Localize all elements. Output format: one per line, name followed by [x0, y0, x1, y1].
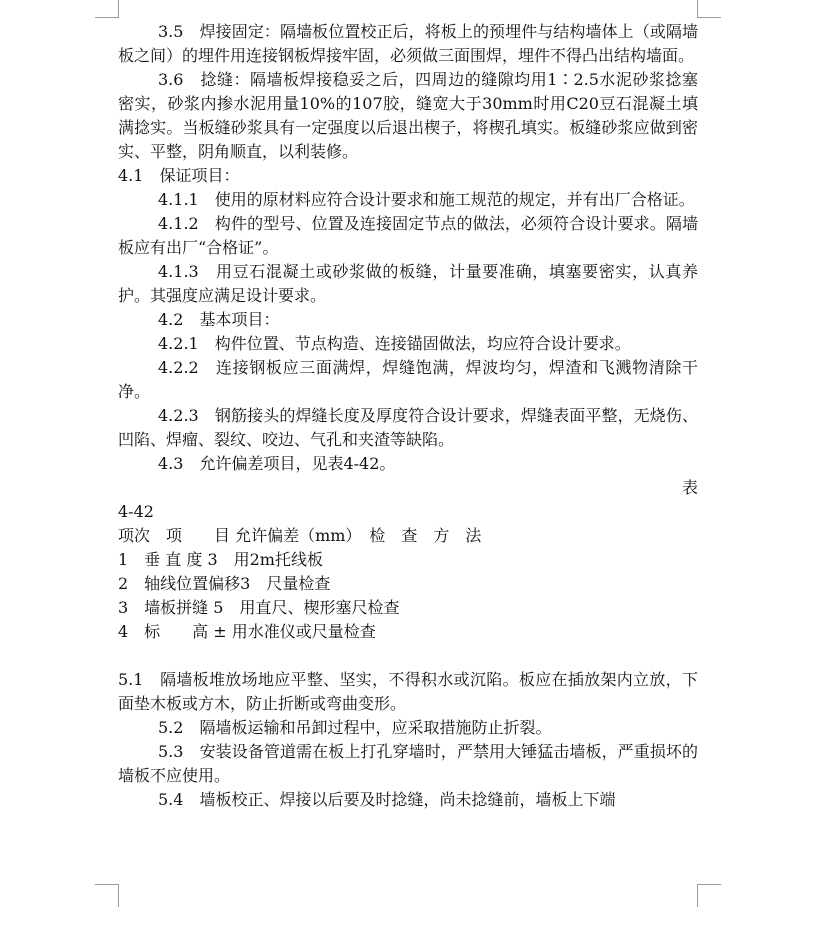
table-header-row: 项次 项 目 允许偏差（mm） 检 查 方 法: [118, 526, 482, 545]
crop-mark-bottom-left: [95, 884, 119, 907]
heading-4-2: 4.2 基本项目：: [158, 310, 280, 329]
table-row: 2 轴线位置偏移3 尺量检查: [118, 574, 331, 593]
paragraph-5-4: 5.4 墙板校正、焊接以后要及时捻缝，尚未捻缝前，墙板上下端: [158, 790, 616, 809]
table-caption-prefix: 表: [681, 478, 698, 497]
blank-line: [118, 644, 698, 668]
paragraph-4-1-3: 4.1.3 用豆石混凝土或砂浆做的板缝，计量要准确，填塞要密实，认真养护。其强度应满足设计要求。: [118, 262, 698, 305]
paragraph-5-2: 5.2 隔墙板运输和吊卸过程中，应采取措施防止折裂。: [158, 718, 552, 737]
table-row: 4 标 高 ± 用水准仪或尺量检查: [118, 622, 376, 641]
paragraph-4-2-3: 4.2.3 钢筋接头的焊缝长度及厚度符合设计要求，焊缝表面平整，无烧伤、凹陷、焊瘤、裂纹、咬边、气孔和夹渣等缺陷。: [118, 406, 698, 449]
heading-4-1: 4.1 保证项目：: [118, 166, 240, 185]
paragraph-4-2-2: 4.2.2 连接钢板应三面满焊，焊缝饱满，焊波均匀，焊渣和飞溅物清除干净。: [118, 358, 698, 401]
paragraph-4-1-1: 4.1.1 使用的原材料应符合设计要求和施工规范的规定，并有出厂合格证。: [158, 190, 695, 209]
paragraph-3-5: 3.5 焊接固定：隔墙板位置校正后，将板上的预埋件与结构墙体上（或隔墙板之间）的埋件用连接钢板焊接牢固，必须做三面围焊，埋件不得凸出结构墙面。: [118, 22, 698, 65]
paragraph-3-6: 3.6 捻缝：隔墙板焊接稳妥之后，四周边的缝隙均用1∶2.5水泥砂浆捻塞密实，砂浆内掺水泥用量10%的107胶，缝宽大于30mm时用C20豆石混凝土填满捻实。当板缝砂浆具有一定强度以后退出楔子，将楔孔填实。板缝砂浆应做到密实、平整，阴角顺直，以利装修。: [118, 70, 698, 161]
document-body: [118, 20, 698, 812]
paragraph-4-1-2: 4.1.2 构件的型号、位置及连接固定节点的做法，必须符合设计要求。隔墙板应有出厂“合格证”。: [118, 214, 698, 257]
crop-mark-bottom-right: [697, 884, 721, 907]
table-caption-number: 4-42: [118, 502, 154, 521]
paragraph-4-3: 4.3 允许偏差项目，见表4-42。: [158, 454, 396, 473]
crop-mark-top-left: [95, 0, 119, 18]
table-row: 3 墙板拼缝 5 用直尺、楔形塞尺检查: [118, 598, 400, 617]
table-row: 1 垂 直 度 3 用2m托线板: [118, 550, 323, 569]
crop-mark-top-right: [697, 0, 721, 18]
paragraph-5-3: 5.3 安装设备管道需在板上打孔穿墙时，严禁用大锤猛击墙板，严重损坏的墙板不应使用。: [118, 742, 698, 785]
paragraph-4-2-1: 4.2.1 构件位置、节点构造、连接锚固做法，均应符合设计要求。: [158, 334, 631, 353]
paragraph-5-1: 5.1 隔墙板堆放场地应平整、坚实，不得积水或沉陷。板应在插放架内立放，下面垫木板或方木，防止折断或弯曲变形。: [118, 670, 698, 713]
